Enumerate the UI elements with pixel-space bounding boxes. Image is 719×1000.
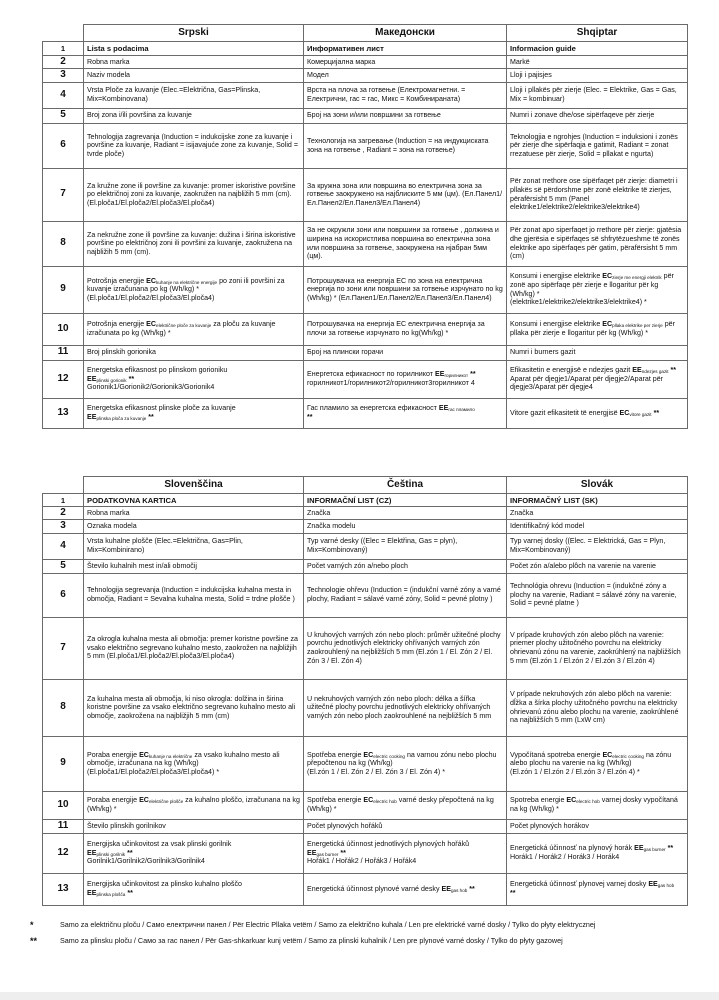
table-row: 13 Energetska efikasnost plinske ploče za kuvanje $EE_{plinska ploča za kuvanje}$ ** Гас пламило за енергетска ефикасност $EE_{гас пламило}$ ** Vitore gazit efikasitetit të energjisë $EC_{vitore gazit}$ ** bbox=[43, 398, 688, 428]
lang-header-czech: Čeština bbox=[304, 477, 507, 494]
table-row: 6 Tehnologija zagrevanja (Induction = indukcijske zone za kuvanje i površine za kuvanje, Radiant = isijavajuće zone za kuvanje, Solid = tvrde ploče) Технологија на загревање (Induction = на индукциската зона на готвење , Radiant = зона на готвење) Teknologjia e ngrohjes (Induction = induksioni i zonës për zierje dhe sipërfaqja e gatimit, Radiant = zonat rrezatuese për zierje, Solid = pllakat e ngurta) bbox=[43, 123, 688, 168]
table-row: 3 Naziv modela Модел Lloji i pajisjes bbox=[43, 69, 688, 82]
table-row: 12 Energijska učinkovitost za vsak plinski gorilnik $EE_{plinski gorilnik}$ ** Gorilnik1/Gorilnik2/Gorilnik3/Gorilnik4 Energetická účinnost jednotlivých plynových hořáků $EE_{gas burner}$ ** Hořák1 / Hořák2 / Hořák3 / Hořák4 Energetická účinnosť na plynový horák $EE_{gas burner}$ ** Horák1 / Horák2 / Horák3 / Horák4 bbox=[43, 833, 688, 873]
lang-header-slovenian: Slovenščina bbox=[84, 477, 304, 494]
table-row: 13 Energijska učinkovitost za plinsko kuhalno ploščo $EE_{plinska plošča}$ ** Energetická účinnost plynové varné desky $EE_{gas hob}$ ** Energetická účinnosť plynovej varnej dosky $EE_{gas hob}$ ** bbox=[43, 873, 688, 905]
info-table-1 bbox=[42, 24, 688, 429]
lang-header-slovak: Slovák bbox=[507, 477, 688, 494]
table-row: 11 Broj plinskih gorionika Број на плински горачи Numri i burners gazit bbox=[43, 345, 688, 360]
table-row: 10 Potrošnja energije $EC_{električne ploče za kuvanje}$ za ploču za kuvanje izračunata po kg (Wh/kg) * Потрошувачка на енергија ЕС електрична енергија за плочи за готвење изрчунато по kg(Wh/kg) * Konsumi i energjise elektrike $EC_{pllaka elektrike per zierje}$ për pllaka për zierje e llogaritur për kg (Wh/kg) * bbox=[43, 313, 688, 345]
lang-header-macedonian: Македонски bbox=[304, 25, 507, 42]
table-row: 7 Za kružne zone ili površine za kuvanje: promer iskoristive površine po električnoj zoni za kuvanje, zaokružen na najbližih 5 mm (cm). (El.ploča1/El.ploča2/El.ploča3/El.ploča4) За кружна зона или површина во електрична зона за готвење заокружено на најблиските 5 мм (цм). (Ел.Панел1/Ел.Панел2/Ел.Панел3/Ел.Панел4) Për zonat rrethore ose sipërfaqet për zierje: diametri i pllakës së përdorshme për zonë elektrike të zierjes, përafërsisht 5 mm (Panel elektrike1/elektrike2/elektrike3/elektrike4) bbox=[43, 168, 688, 221]
info-table-2 bbox=[42, 476, 688, 906]
table-row: 11 Število plinskih gorilnikov Počet plynových hořáků Počet plynových horákov bbox=[43, 819, 688, 833]
table-row: 12 Energetska efikasnost po plinskom gorioniku $EE_{plinski gorionik}$ ** Gorionik1/Gorionik2/Gorionik3/Gorionik4 Енергетска ефикасност по горилникот $EE_{горилникот}$ ** горилникот1/горилникот2/горилникот3горилникот 4 Efikasitetin e energjisë e ndezjes gazit $EE_{ndezjes gazit}$ ** Aparat për djegje1/Aparat për djegje2/Aparat për djegje3/Aparat për djegje4 bbox=[43, 360, 688, 398]
page-bottom-edge bbox=[0, 992, 719, 1000]
table-row: 6 Tehnologija segrevanja (Induction = indukcijska kuhalna mesta in območja, Radiant = Sevalna kuhalna mesta, Solid = trdne plošče ) Technologie ohřevu (Induction = (indukční varné zóny a varné plochy, Radiant = sálavé varné zóny, Solid = pevné plotny ) Technológia ohrevu (Induction = (indukčné zóny a plochy na varenie, Radiant = sálavé zóny na varenie, Solid = pevné platne ) bbox=[43, 573, 688, 617]
table-row: 4 Vrsta kuhalne plošče (Elec.=Električna, Gas=Plin, Mix=Kombinirano) Typ varné desky ((Elec = Elektřina, Gas = plyn), Mix=Kombinovaný) Typ varnej dosky ((Elec. = Elektrická, Gas = Plyn, Mix=Kombinovaný) bbox=[43, 533, 688, 559]
table-row: 9 Potrošnja energije $EC_{kuhanje na električne energije}$ po zoni ili površini za kuvanje izračunana po kg (Wh/kg) * (El.ploča1/El.ploča2/El.ploča3/El.ploča4) Потрошувачка на енергија ЕС по зона на електрична енергија по зони или површини за готвење изрчунато по kg (Wh/kg) * (Ел.Панел1/Ел.Панел2/Ел.Панел3/Ел.Панел4) Konsumi i energjise elektrike $EC_{zierje me energji elektrik}$ për zonë apo sipërfaqe për zierje e llogaritur për kg (Wh/kg) * (elektrike1/elektrike2/elektrike3/elektrike4) * bbox=[43, 266, 688, 313]
table-row: 8 Za kuhalna mesta ali območja, ki niso okrogla: dolžina in širina koristne površine za vsako električno segrevano kuhalno mesto ali območje, zaokrožena na najbližjih 5 mm (cm) U nekruhových varných zón nebo ploch: délka a šířka užitečné plochy povrchu jednotlivých elektricky ohřívaných varných zón nebo ploch zaokrouhlené na nejbližších 5 mm V prípade nekruhových zón alebo plôch na varenie: dĺžka a šírka plochy užitočného povrchu na elektricky ohrievanú zónu alebo plochu na varenie, zaokrúhlené na najbližších 5 mm (LxW cm) bbox=[43, 679, 688, 736]
lang-header-albanian: Shqiptar bbox=[507, 25, 688, 42]
table-row: 2 Robna marka Комерцијална марка Markë bbox=[43, 56, 688, 69]
table-row: 9 Poraba energije $EC_{kuhanje na električne}$ za vsako kuhalno mesto ali območje, izračunana na kg (Wh/kg) (El.ploča1/El.ploča2/El.ploča3/El.ploča4) * Spotřeba energie $EC_{electric cooking}$ na varnou zónu nebo plochu přepočtenou na kg (Wh/kg) (El.zón 1 / El. Zón 2 / El. Zón 3 / El. Zón 4) * Vypočítaná spotreba energie $EC_{electric cooking}$ na zónu alebo plochu na varenie na kg (Wh/kg) (El.zón 1 / El.zón 2 / El.zón 3 / El.zón 4) * bbox=[43, 736, 688, 791]
table-row: 10 Poraba energije $EC_{električne plošče}$ za kuhalno ploščo, izračunana na kg (Wh/kg) * Spotřeba energie $EC_{electric hob}$ varné desky přepočtená na kg (Wh/kg) * Spotreba energie $EC_{electric hob}$ varnej dosky vypočítaná na kg (Wh/kg) * bbox=[43, 791, 688, 819]
table-row: 8 Za nekružne zone ili površine za kuvanje: dužina i širina iskoristive površine po električnoj zoni ili površini za kuvanje, zaokružena na najbližih 5 mm (cm). За не окружли зони или површини за готвење , должина и ширина на искористлива површина во електрична зона или површина за готвење, заокружена на нјабран 5мм (цм). Për zonat apo siperfaqet jo rrethore për zierje: gjatësia dhe gjerësia e sipërfaqes së shfrytëzueshme të zonës elektrike apo sipërfaqes për gatim, përafërsisht 5 mm (cm) bbox=[43, 221, 688, 266]
footnote-electric: * Samo za električnu ploču / Само електрични панел / Për Electric Pllaka vetëm / Samo za električno kuhala / Len pre elektrické varné dosky / Tylko do płyty elektrycznej bbox=[30, 920, 596, 930]
table-row: 5 Število kuhalnih mest in/ali območij Počet varných zón a/nebo ploch Počet zón a/alebo plôch na varenie na varenie bbox=[43, 559, 688, 573]
footnote-gas: ** Samo za plinsku ploču / Само за гас панел / Për Gas-shkarkuar kunj vetëm / Samo za plinski kuhalnik / Len pre plynové varné dosky / Tylko do płyty gazowej bbox=[30, 935, 563, 946]
table-row: 1 PODATKOVNA KARTICA INFORMAČNÍ LIST (CZ) INFORMAČNÝ LIST (SK) bbox=[43, 494, 688, 507]
table-row: 2 Robna marka Značka Značka bbox=[43, 507, 688, 520]
table-row: 3 Oznaka modela Značka modelu Identifikačný kód model bbox=[43, 520, 688, 533]
table-row: 4 Vrsta Ploče za kuvanje (Elec.=Električna, Gas=Plinska, Mix=Kombinovana) Врста на плоча за готвење (Електромагнетни. = Електрични, гас = гас, Микс = Комбинираната) Lloji i pllakës për zierje (Elec. = Elektrike, Gas = Gas, Mix = kombinuar) bbox=[43, 82, 688, 108]
lang-header-serbian: Srpski bbox=[84, 25, 304, 42]
table-row: 7 Za okrogla kuhalna mesta ali območja: premer koristne površine za vsako električno segrevano kuhalno mesto, zaokrožen na najbližjih 5 mm (El.ploča1/El.ploča2/El.ploča3/El.ploča4) U kruhových varných zón nebo ploch: průměr užitečné plochy povrchu jednotlivých elektricky ohřívaných varných zón zaokrouhlený na nejbližších 5 mm (El.zón 1 / El. Zón 2 / El. Zón 3 / El. Zón 4) V prípade kruhových zón alebo plôch na varenie: priemer plochy užitočného povrchu na elektricky ohrievanú zónu na varenie, zaokrúhlený na najbližších 5 mm (El.zón 1 / El.zón 2 / El.zón 3 / El.zón 4) bbox=[43, 617, 688, 679]
table-row: 5 Broj zona i/ili površina za kuvanje Број на зони и/или површини за готвење Numri i zonave dhe/ose sipërfaqeve për zierje bbox=[43, 108, 688, 123]
table-row: 1 Lista s podacima Информативен лист Informacion guide bbox=[43, 42, 688, 56]
footnotes bbox=[30, 920, 690, 951]
